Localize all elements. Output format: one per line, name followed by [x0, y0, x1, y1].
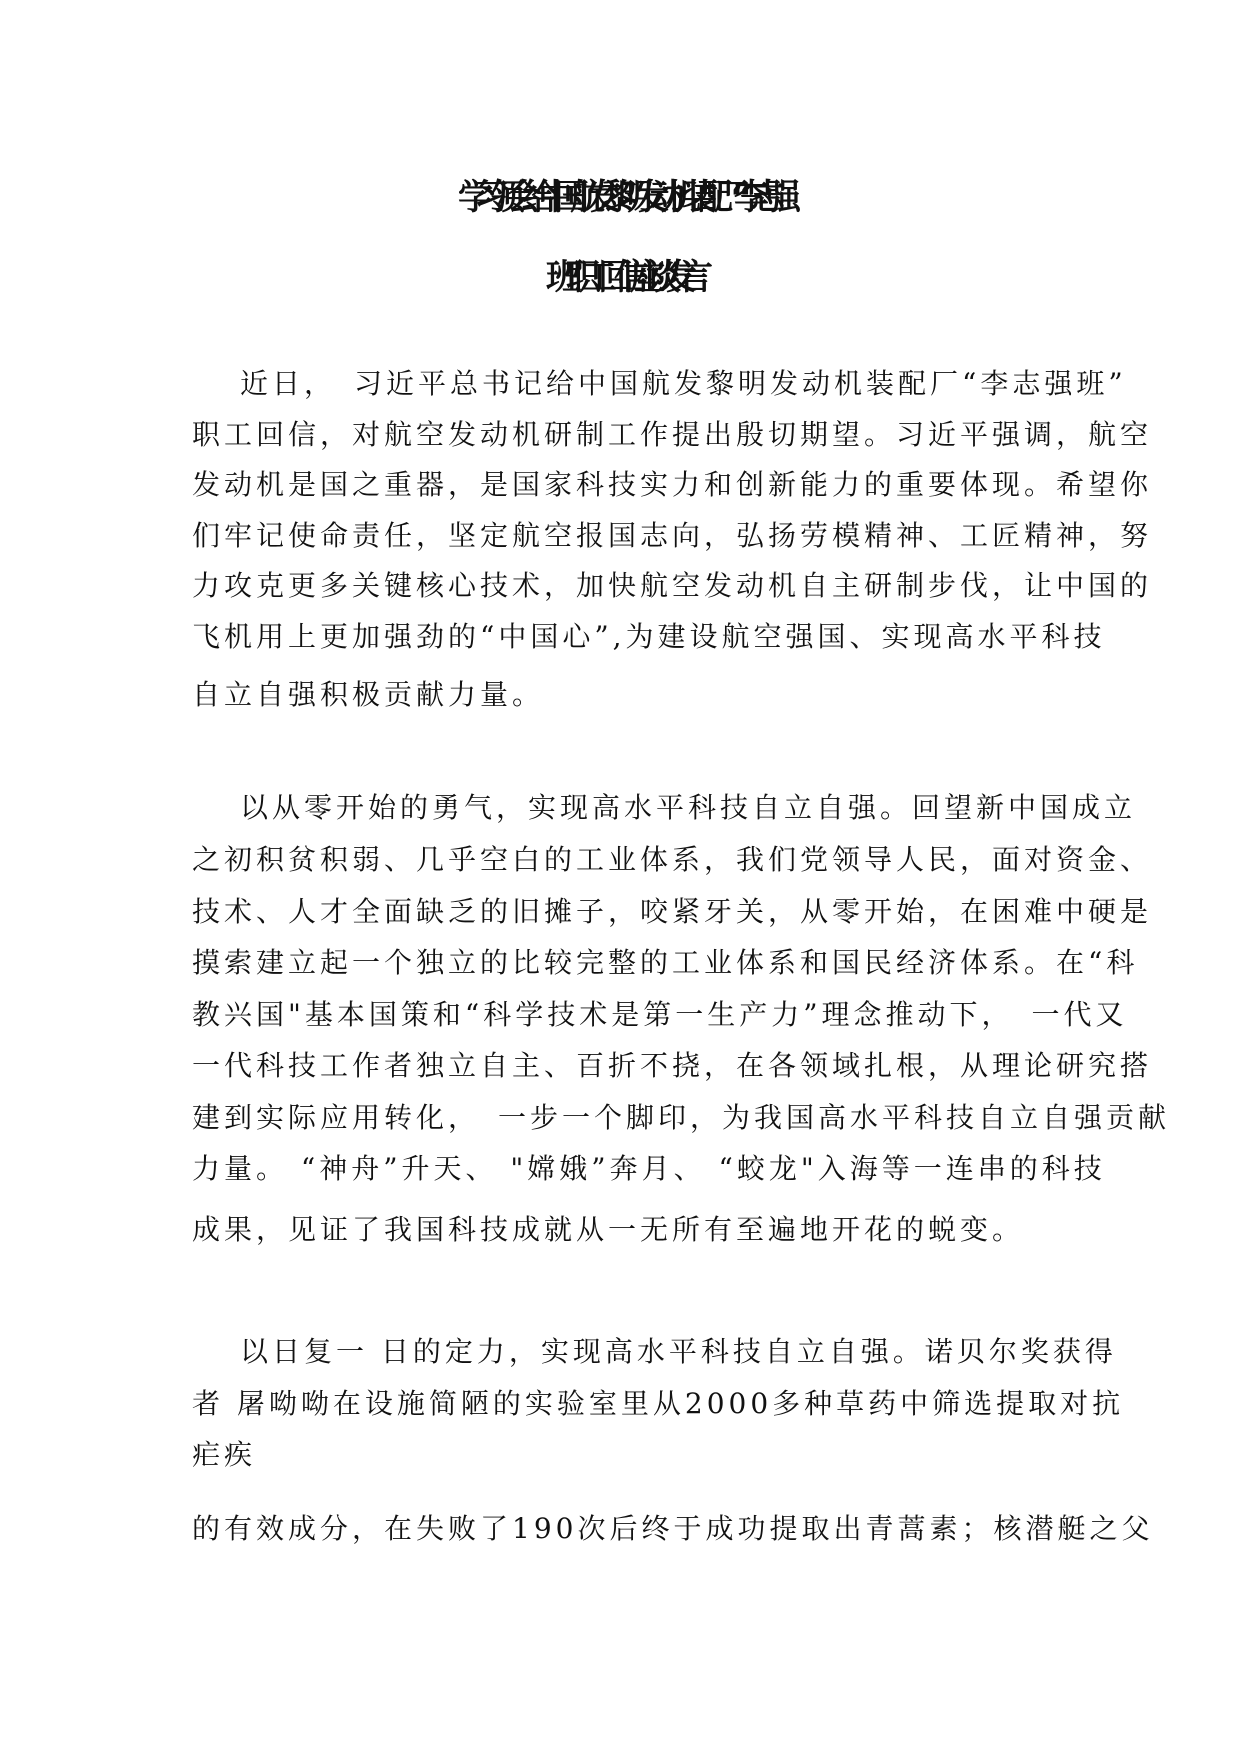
- title-line-2: 班”职工回信座谈发言: [545, 258, 694, 298]
- para2-line-9: 成果，见证了我国科技成就从一无所有至遍地开花的蜕变。: [192, 1213, 1025, 1246]
- para1-line-7: 自立自强积极贡献力量。: [192, 678, 545, 711]
- para2-line-4: 摸索建立起一个独立的比较完整的工业体系和国民经济体系。在“科: [192, 946, 1139, 979]
- para1-line-1: 近日， 习近平总书记给中国航发黎明发动机装配厂“李志强班”: [240, 367, 1127, 400]
- para1-line-3: 发动机是国之重器，是国家科技实力和创新能力的重要体现。希望你: [192, 468, 1153, 501]
- para3-line-3: 疟疾: [192, 1438, 257, 1471]
- para1-line-6: 飞机用上更加强劲的“中国心”,为建设航空强国、实现高水平科技: [192, 620, 1106, 653]
- para2-line-2: 之初积贫积弱、几乎空白的工业体系，我们党领导人民，面对资金、: [192, 843, 1153, 876]
- title-line-1: 学习领会给中国航发黎明发动机装配厂“李志强: [457, 178, 782, 218]
- para3-line-1: 以日复一 日的定力，实现高水平科技自立自强。诺贝尔奖获得: [240, 1335, 1117, 1368]
- para2-line-5: 教兴国"基本国策和“科学技术是第一生产力”理念推动下， 一代又: [192, 998, 1128, 1031]
- para2-line-8: 力量。 “神舟”升天、 "嫦娥”奔月、 “蛟龙"入海等一连串的科技: [192, 1152, 1106, 1185]
- para2-line-1: 以从零开始的勇气，实现高水平科技自立自强。回望新中国成立: [240, 791, 1137, 824]
- para1-line-5: 力攻克更多关键核心技术，加快航空发动机自主研制步伐，让中国的: [192, 569, 1153, 602]
- para3-line-4: 的有效成分，在失败了190次后终于成功提取出青蒿素；核潜艇之父: [192, 1512, 1154, 1545]
- para2-line-3: 技术、人才全面缺乏的旧摊子，咬紧牙关，从零开始，在困难中硬是: [192, 895, 1153, 928]
- para2-line-7: 建到实际应用转化， 一步一个脚印，为我国高水平科技自立自强贡献: [192, 1101, 1171, 1134]
- para2-line-6: 一代科技工作者独立自主、百折不挠，在各领域扎根，从理论研究搭: [192, 1049, 1153, 1082]
- para3-line-2: 者 屠呦呦在设施简陋的实验室里从2000多种草药中筛选提取对抗: [192, 1387, 1125, 1420]
- para1-line-4: 们牢记使命责任，坚定航空报国志向，弘扬劳模精神、工匠精神，努: [192, 519, 1153, 552]
- para1-line-2: 职工回信，对航空发动机研制工作提出殷切期望。习近平强调，航空: [192, 418, 1153, 451]
